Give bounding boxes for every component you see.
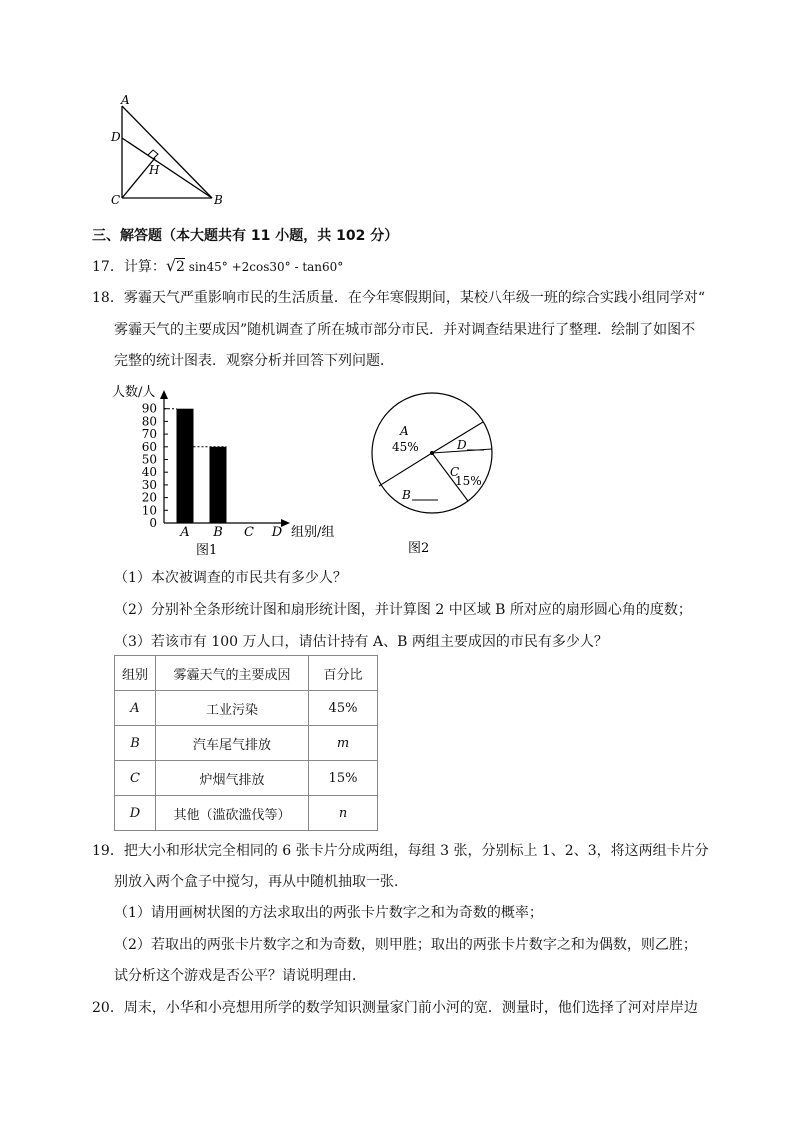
- bar-a: [177, 409, 194, 523]
- sqrt-radicand: 2: [176, 259, 185, 275]
- q19-text: 把大小和形状完全相同的 6 张卡片分成两组，每组 3 张，分别标上 1、2、3，将这两组卡片分: [123, 843, 709, 859]
- x-axis-arrow: [281, 519, 290, 527]
- y-tick-label: 70: [141, 427, 157, 442]
- pie-slice-border: [379, 453, 432, 486]
- table-header-row: [115, 656, 378, 691]
- pie-value-c: 15%: [455, 474, 482, 488]
- q18-text: 雾霾天气严重影响市民的生活质量．在今年寒假期间，某校八年级一班的综合实践小组同学对“: [123, 290, 705, 306]
- q17-expression: sin45° +2cos30° - tan60°: [184, 260, 344, 274]
- bar-chart-caption: 图1: [196, 543, 218, 558]
- bar-chart-xlabel: 组别/组: [291, 525, 335, 540]
- question-19-line-1: [92, 841, 709, 861]
- question-number: 17．: [92, 259, 124, 275]
- point-label-a: A: [121, 93, 130, 107]
- q18-sub-1: （1）本次被调查的市民共有多少人？: [114, 570, 347, 586]
- pie-label-d: D: [457, 438, 467, 452]
- bar-b: [210, 447, 227, 523]
- y-tick-label: 80: [141, 414, 157, 429]
- table-cell: n: [309, 796, 378, 831]
- table-row: [115, 691, 378, 726]
- table-cell: 其他（滥砍滥伐等）: [156, 796, 309, 831]
- pie-chart-figure-2: [368, 388, 498, 558]
- pie-chart-caption: 图2: [408, 541, 430, 556]
- x-category-label: A: [180, 525, 190, 540]
- q17-prefix: 计算：: [123, 259, 166, 275]
- point-label-d: D: [111, 130, 121, 144]
- pie-label-c: C: [450, 465, 460, 479]
- table-cell: m: [309, 726, 378, 761]
- x-category-label: C: [244, 525, 254, 540]
- x-category-label: D: [271, 525, 283, 540]
- pie-value-a: 45%: [392, 440, 419, 454]
- geometry-figure: [108, 92, 238, 212]
- question-18-line-2: 雾霾天气的主要成因”随机调查了所在城市部分市民．并对调查结果进行了整理．绘制了如图不: [114, 322, 696, 338]
- sqrt-symbol: √: [165, 256, 177, 275]
- point-label-c: C: [111, 193, 121, 207]
- q18-sub-3: （3）若该市有 100 万人口，请估计持有 A、B 两组主要成因的市民有多少人？: [114, 634, 608, 650]
- pie-label-a: A: [400, 424, 409, 438]
- y-tick-label: 60: [141, 439, 157, 454]
- pie-label-b: B: [402, 488, 411, 502]
- x-category-label: B: [213, 525, 223, 540]
- y-tick-label: 50: [141, 452, 157, 467]
- table-cell: 汽车尾气排放: [156, 726, 309, 761]
- table-cell: C: [115, 761, 156, 796]
- y-tick-label: 10: [141, 503, 157, 518]
- y-tick-label: 30: [141, 477, 157, 492]
- question-18-line-1: [92, 288, 705, 308]
- table-cell: 45%: [309, 691, 378, 726]
- y-axis-arrow: [160, 390, 168, 399]
- bar-chart-figure-1: [108, 380, 348, 560]
- question-17: [92, 256, 343, 277]
- table-cell: 15%: [309, 761, 378, 796]
- table-header-cell: 组别: [115, 656, 156, 691]
- q19-sub-1: （1）请用画树状图的方法求取出的两张卡片数字之和为奇数的概率；: [114, 905, 543, 921]
- question-18-line-3: 完整的统计图表．观察分析并回答下列问题．: [114, 353, 394, 369]
- y-tick-label: 0: [149, 516, 157, 530]
- question-19-line-2: 别放入两个盒子中搅匀，再从中随机抽取一张．: [114, 874, 408, 890]
- pie-center: [430, 451, 434, 455]
- table-row: [115, 761, 378, 796]
- question-number: 20．: [92, 1000, 124, 1016]
- table-header-cell: 百分比: [309, 656, 378, 691]
- question-20-line-1: [92, 998, 698, 1018]
- y-tick-label: 90: [141, 401, 157, 416]
- bar-chart-ylabel: 人数/人: [112, 385, 156, 400]
- section-heading: 三、解答题（本大题共有 11 小题，共 102 分）: [92, 228, 399, 244]
- q18-sub-2: （2）分别补全条形统计图和扇形统计图，并计算图 2 中区域 B 所对应的扇形圆心角的度数；: [114, 602, 692, 618]
- y-tick-label: 20: [141, 490, 157, 505]
- table-cell: 炉烟气排放: [156, 761, 309, 796]
- table-header-cell: 雾霾天气的主要成因: [156, 656, 309, 691]
- table-cell: 工业污染: [156, 691, 309, 726]
- question-number: 18．: [92, 290, 124, 306]
- table-cell: A: [115, 691, 156, 726]
- point-label-h: H: [149, 163, 160, 177]
- causes-table: [114, 655, 378, 831]
- y-tick-label: 40: [141, 465, 157, 480]
- table-row: [115, 726, 378, 761]
- q20-text: 周末，小华和小亮想用所学的数学知识测量家门前小河的宽．测量时，他们选择了河对岸岸边: [123, 1000, 698, 1016]
- table-cell: B: [115, 726, 156, 761]
- q19-sub-3: 试分析这个游戏是否公平？请说明理由．: [114, 968, 366, 984]
- q19-sub-2: （2）若取出的两张卡片数字之和为奇数，则甲胜；取出的两张卡片数字之和为偶数，则乙胜；: [114, 937, 697, 953]
- table-row: [115, 796, 378, 831]
- question-number: 19．: [92, 843, 124, 859]
- point-label-b: B: [214, 193, 223, 207]
- table-cell: D: [115, 796, 156, 831]
